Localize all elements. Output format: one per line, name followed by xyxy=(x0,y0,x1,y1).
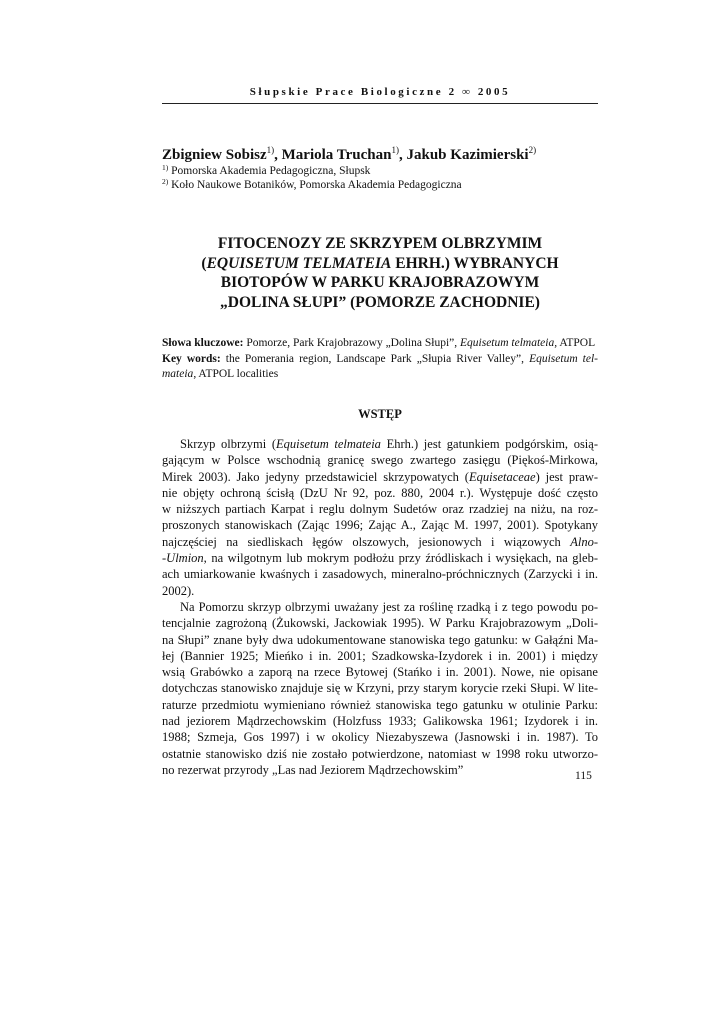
paragraph-2 xyxy=(162,599,598,778)
text-line xyxy=(162,452,598,468)
species-name: Alno- xyxy=(570,534,598,549)
keywords-pl xyxy=(162,336,598,352)
text-line: na Słupi” znane były dwa udokumentowane stanowiska tego gatunku: w Gałąźni Ma- xyxy=(162,632,598,647)
text-line: no rezerwat przyrody „Las nad Jeziorem Mądrzechowskim” xyxy=(162,762,464,777)
text-line: ostatnie stanowisko dziś nie zostało potwierdzone, natomiast w 1998 roku utworzo- xyxy=(162,746,598,761)
keywords-species: Equisetum tel- xyxy=(529,352,598,365)
text-segment: ) jest praw- xyxy=(535,469,598,484)
affiliation-1 xyxy=(162,163,370,177)
keywords-label: Key words: xyxy=(162,352,221,365)
journal-header: Słupskie Prace Biologiczne 2 ∞ 2005 xyxy=(249,86,511,98)
text-line xyxy=(162,566,598,582)
text-line: wsią Grabówko a zaporą na rzece Bytowej (Stańko i in. 2001). Nowe, nie opisane xyxy=(162,665,598,680)
keywords-text: , ATPOL localities xyxy=(193,368,279,380)
title-line: BIOTOPÓW W PARKU KRAJOBRAZOWYM xyxy=(220,274,540,291)
text-segment: nie objęty ochroną ścisłą (DzU Nr 92, poz. 880, 2004 r.). Występuje dość często xyxy=(162,485,598,500)
text-line xyxy=(162,469,598,485)
text-line xyxy=(162,534,598,550)
keywords-species: Equisetum telmateia, xyxy=(460,337,558,349)
text-segment: najczęściej na siedliskach łęgów olszowych, jesionowych i wiązowych xyxy=(162,534,571,549)
text-segment: proszonych stanowiskach (Zając 1996; Zając A., Zając M. 1997, 2001). Spotykany xyxy=(162,518,598,533)
text-line: 1988; Szmeja, Gos 1997) i w okolicy Niezabyszewa (Jasnowski i in. 1987). To xyxy=(162,730,598,745)
affiliation-marker: 1) xyxy=(162,163,169,172)
text-segment: Ehrh.) jest gatunkiem podgórskim, osią- xyxy=(380,437,598,451)
affiliation-marker: 2) xyxy=(528,145,537,155)
text-line xyxy=(162,501,598,517)
affiliation-text: Koło Naukowe Botaników, Pomorska Akademia Pedagogiczna xyxy=(171,179,462,191)
title-species: EQUISETUM TELMATEIA xyxy=(206,254,392,272)
authors-line xyxy=(162,145,536,164)
text-segment: 2002). xyxy=(162,583,195,598)
text-line xyxy=(162,436,598,452)
text-segment: gającym w Polsce wschodnią granicę swego zwartego zasięgu (Piękoś-Mirkowa, xyxy=(162,453,598,468)
species-name: Equisetaceae xyxy=(468,469,536,484)
affiliation-text: Pomorska Akademia Pedagogiczna, Słupsk xyxy=(171,165,371,177)
text-segment: , na wilgotnym lub mokrym podłożu przy źródliskach i wysiękach, na gleb- xyxy=(203,551,598,566)
author-name: Jakub Kazimierski xyxy=(406,147,529,163)
keywords-en-cont xyxy=(162,367,598,383)
text-line: nad jeziorem Mądrzechowskim (Holzfuss 1933; Galikowska 1961; Izydorek i in. xyxy=(162,714,598,729)
text-line xyxy=(162,583,598,599)
text-line: łej (Bannier 1925; Mieńko i in. 2001; Szadkowska-Izydorek i in. 2001) i między xyxy=(162,648,598,663)
author-separator: , xyxy=(399,147,407,163)
text-segment: Mirek 2003). Jako jedyny przedstawiciel skrzypowatych ( xyxy=(162,469,469,484)
text-segment: ach umiarkowanie kwaśnych i zasadowych, mineralno-próchnicznych (Zarzycki i in. xyxy=(162,567,598,582)
author-name: Zbigniew Sobisz xyxy=(162,147,267,163)
header-rule xyxy=(162,103,598,104)
keywords-text: Pomorze, Park Krajobrazowy „Dolina Słupi”, xyxy=(243,337,460,349)
title-fragment: ( xyxy=(201,254,207,272)
keywords-label: Słowa kluczowe: xyxy=(162,337,244,349)
section-heading: WSTĘP xyxy=(358,407,402,421)
keywords-en xyxy=(162,352,598,368)
title-line: „DOLINA SŁUPI” (POMORZE ZACHODNIE) xyxy=(220,293,540,311)
paper-title xyxy=(162,234,598,312)
title-fragment: EHRH.) WYBRANYCH xyxy=(391,254,559,272)
species-name: -Ulmion xyxy=(162,551,204,566)
affiliation-2 xyxy=(162,177,462,191)
title-line: FITOCENOZY ZE SKRZYPEM OLBRZYMIM xyxy=(217,235,543,252)
text-line: Na Pomorzu skrzyp olbrzymi uważany jest za roślinę rzadką i z tego powodu po- xyxy=(180,599,598,614)
text-segment: w niższych partiach Karpat i reglu dolnym Sudetów oraz rzadziej na niżu, na roz- xyxy=(162,502,598,517)
author-name: Mariola Truchan xyxy=(281,147,392,163)
affiliation-marker: 1) xyxy=(266,145,275,155)
text-line xyxy=(162,485,598,501)
title-line xyxy=(162,254,598,274)
keywords-text: the Pomerania region, Landscape Park „Słupia River Valley”, xyxy=(220,352,530,365)
species-name: Equisetum telmateia xyxy=(276,437,381,451)
keywords-species: mateia xyxy=(162,368,194,380)
keywords-block xyxy=(162,336,598,383)
text-line xyxy=(162,550,598,566)
text-line xyxy=(162,517,598,533)
keywords-text: ATPOL xyxy=(557,337,596,349)
affiliation-marker: 2) xyxy=(162,177,169,186)
text-line: raturze przedmiotu wymieniano również stanowiska tego gatunku w otulinie Parku: xyxy=(162,697,598,712)
affiliation-marker: 1) xyxy=(391,145,399,155)
text-segment: Skrzyp olbrzymi ( xyxy=(180,437,276,451)
page-number: 115 xyxy=(575,770,592,782)
body-text xyxy=(162,436,598,778)
text-line: dotychczas stanowisko znajduje się w Krzyni, przy starym korycie rzeki Słupi. W lite- xyxy=(162,681,598,696)
text-line: tencjalnie zagrożoną (Żukowski, Jackowiak 1995). W Parku Krajobrazowym „Doli- xyxy=(162,616,598,631)
paragraph-1 xyxy=(162,436,598,599)
author-separator: , xyxy=(274,147,282,163)
